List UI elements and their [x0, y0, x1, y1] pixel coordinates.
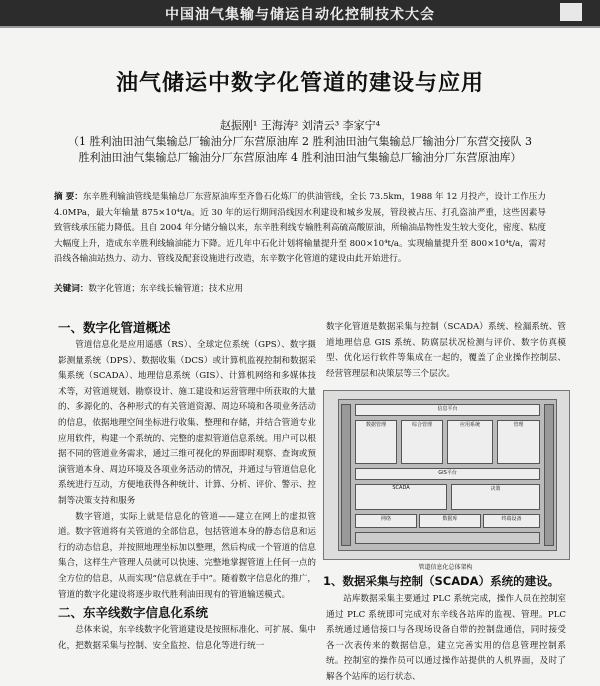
right-column — [326, 320, 566, 382]
figure-caption: 管道信息化总体架构 — [418, 564, 473, 571]
journal-header — [0, 0, 600, 28]
keywords — [54, 282, 546, 294]
figure-box: 数据库 — [419, 514, 481, 528]
figure-box: 决策 — [451, 484, 540, 510]
figure-top-box: 信息平台 — [355, 404, 540, 416]
figure-box: 终端设备 — [483, 514, 540, 528]
abstract-label: 摘 要： — [54, 192, 83, 202]
figure-box: GIS平台 — [355, 468, 540, 480]
section-heading: 一、数字化管道概述 — [58, 320, 171, 335]
section-heading: 二、东辛线数字信息化系统 — [58, 605, 209, 621]
figure-bottom-box — [355, 532, 540, 544]
architecture-figure — [323, 390, 570, 560]
journal-name: 中国油气集输与储运自动化控制技术大会 — [165, 7, 435, 23]
paragraph: 数字管道，实际上就是信息化的管道——建立在网上的虚拟管道。数字管道将有关管道的全部信息，包括管道本身的静态信息和运行的动态信息，并按照地理坐标加以整理，然后构成一个管道的信息集合，这样生产管理人员就可以快速、完整地掌握管道上任何一点的全方位的信息，从而实现“信息就在手中”。随着数字信息化的推广，管道的数字化建设将逐步取代胜利油田现有的管道输送模式。 — [58, 511, 317, 600]
figure-right-bar — [544, 404, 554, 546]
figure-box: 综合管理 — [401, 420, 443, 464]
figure-frame — [338, 399, 557, 551]
paragraph — [326, 592, 566, 686]
figure-box: 应用系统 — [447, 420, 493, 464]
paragraph: 管道信息化是应用遥感（RS）、全球定位系统（GPS）、数字摄影测量系统（DPS）、数据收集（DCS）或计算机监视控制和数据采集系统（SCADA）、地理信息系统（GIS）、计算机网络和多媒体技术等，对管道规划、勘察设计、施工建设和运营管理中所获取的大量的、多源化的、各种形式的有关管道资源、周边环境和各项业务活动的信息，依据地理空间坐标进行收集、整理和存储，并结合管道专业应用软件，构建一个系统的、完整的虚拟管道信息系统。用户可以根据不同的管道业务需求，通过三维可视化的界面即时观察、查询或预演管道本身、周边环境及各项业务活动的情况，并通过与管道信息化系统进行互动，方便地获得各种统计、计算、分析、评价、警示、控制等决策支持和服务 — [58, 340, 316, 506]
page-number-tab — [560, 3, 582, 21]
authors: 赵振刚¹ 王海涛² 刘清云³ 李家宁⁴ — [219, 119, 381, 132]
abstract — [54, 190, 546, 268]
paragraph-text: 站库数据采集主要通过 PLC 系统完成，操作人员在控制室通过 PLC 系统即可完成对东辛线各站库的监视、管理。PLC 系统通过通信接口与各现场设备自带的控制盘通信，同时接受各一次表传来的数据信息，建立完善实用的信息管理控制系统。控制室的操作员可以通过操作站提供的人机界面，及时了解各个站库的运行状态、 — [326, 594, 566, 682]
paragraph: 总体来说，东辛线数字化管道建设是按照标准化、可扩展、集中化，把数据采集与控制、安全监控、信息化等进行统一 — [58, 625, 316, 651]
paragraph: 数字化管道是数据采集与控制（SCADA）系统、检漏系统、管道地理信息 GIS 系统、防腐层状况检测与评价、数字仿真模型、优化运行软件等集成在一起的，覆盖了企业操作控制层、经营管理层和决策层等三个层次。 — [326, 322, 566, 379]
paper-title: 油气储运中数字化管道的建设与应用 — [115, 71, 484, 96]
figure-box: 数据管理 — [355, 420, 397, 464]
left-column — [58, 318, 316, 654]
figure-left-bar — [341, 404, 351, 546]
figure-box: 管理 — [497, 420, 540, 464]
abstract-text: 东辛胜利输油管线是集输总厂东营原油库至齐鲁石化炼厂的供油管线，全长 73.5km，1988 年 12 月投产，设计工作压力 4.0MPa，最大年输量 875×10⁴t/a。近 30 年的运行期间沿线因水利建设和城乡发展，管段被占压、打孔盗油严重，这些因素导致管线承压能力降低。且自 2004 年分储分输以来，东辛胜利线专输胜利高硫高酸原油，所输油品物性发生较大变化，密度、粘度大幅度上升，造成东辛胜利线输油能力下降。近几年中石化计划将输量提升至 800×10⁴t/a。实现输量提升至 800×10⁴t/a，需对沿线各输油站热力、动力、管线及配套设施进行改造，东辛数字化管道的建设由此开始进行。 — [54, 192, 546, 265]
figure-box: 网络 — [355, 514, 417, 528]
subsection-heading: 1、数据采集与控制（SCADA）系统的建设。 — [323, 574, 560, 588]
affiliation-line: （1 胜利油田油气集输总厂输油分厂东营原油库 2 胜利油田油气集输总厂输油分厂东营交接队 3 — [68, 135, 532, 148]
figure-box: SCADA — [355, 484, 447, 510]
affiliation-line: 胜利油田油气集输总厂输油分厂东营原油库 4 胜利油田油气集输总厂输油分厂东营原油库） — [78, 151, 522, 164]
keywords-label: 关键词： — [54, 284, 89, 294]
affiliations — [32, 134, 568, 166]
keywords-text: 数字化管道；东辛线长输管道；技术应用 — [88, 284, 244, 294]
